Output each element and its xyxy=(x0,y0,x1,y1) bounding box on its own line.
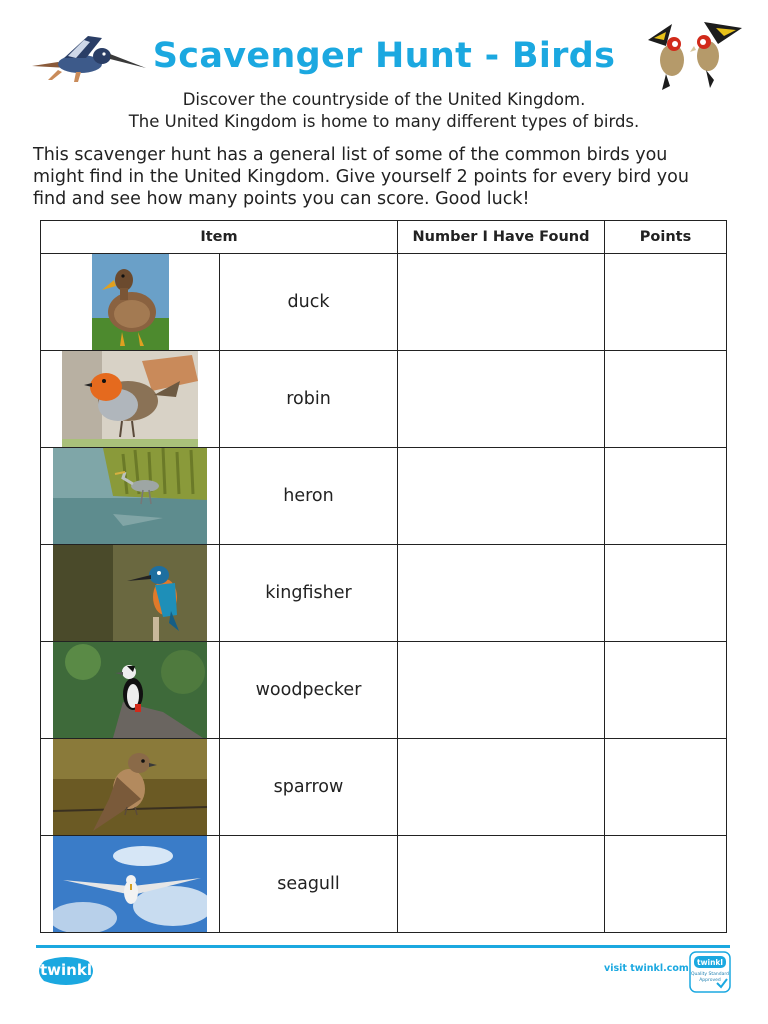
points-cell[interactable] xyxy=(605,448,727,545)
bird-name: duck xyxy=(220,254,398,351)
sparrow-photo xyxy=(53,739,207,835)
table-row xyxy=(41,351,727,448)
bird-name: sparrow xyxy=(220,739,398,836)
bird-name: woodpecker xyxy=(220,642,398,739)
number-found-cell[interactable] xyxy=(398,836,605,933)
header-number-found: Number I Have Found xyxy=(398,221,605,254)
bird-name: robin xyxy=(220,351,398,448)
subtitle-line-2: The United Kingdom is home to many different types of birds. xyxy=(128,112,640,131)
points-cell[interactable] xyxy=(605,545,727,642)
badge-line-2: Approved xyxy=(699,978,721,983)
intro-text xyxy=(33,144,733,210)
table-row xyxy=(41,254,727,351)
quality-badge xyxy=(689,951,731,993)
points-cell[interactable] xyxy=(605,254,727,351)
photo-cell xyxy=(41,545,220,642)
photo-cell xyxy=(41,254,220,351)
intro-line-1: This scavenger hunt has a general list of some of the common birds you xyxy=(33,145,668,165)
number-found-cell[interactable] xyxy=(398,254,605,351)
bird-name: seagull xyxy=(220,836,398,933)
header-points: Points xyxy=(605,221,727,254)
table-row xyxy=(41,448,727,545)
header-item: Item xyxy=(41,221,398,254)
photo-cell xyxy=(41,351,220,448)
photo-cell xyxy=(41,836,220,933)
table-header-row xyxy=(41,221,727,254)
photo-cell xyxy=(41,448,220,545)
bird-name: kingfisher xyxy=(220,545,398,642)
scavenger-table xyxy=(40,220,727,933)
badge-line-1: Quality Standard xyxy=(691,972,729,977)
number-found-cell[interactable] xyxy=(398,545,605,642)
number-found-cell[interactable] xyxy=(398,448,605,545)
table-row xyxy=(41,545,727,642)
photo-cell xyxy=(41,642,220,739)
points-cell[interactable] xyxy=(605,642,727,739)
woodpecker-photo xyxy=(53,642,207,738)
intro-line-2: might find in the United Kingdom. Give yourself 2 points for every bird you xyxy=(33,167,689,187)
intro-line-3: find and see how many points you can score. Good luck! xyxy=(33,189,530,209)
heron-photo xyxy=(53,448,207,544)
table-row xyxy=(41,739,727,836)
badge-title: twinkl xyxy=(697,958,723,967)
number-found-cell[interactable] xyxy=(398,351,605,448)
bird-name: heron xyxy=(220,448,398,545)
table-row xyxy=(41,642,727,739)
kingfisher-photo xyxy=(53,545,207,641)
footer-divider xyxy=(36,945,730,948)
photo-cell xyxy=(41,739,220,836)
points-cell[interactable] xyxy=(605,351,727,448)
subtitle-line-1: Discover the countryside of the United Kingdom. xyxy=(182,90,586,109)
number-found-cell[interactable] xyxy=(398,739,605,836)
number-found-cell[interactable] xyxy=(398,642,605,739)
duck-photo xyxy=(92,254,169,350)
points-cell[interactable] xyxy=(605,739,727,836)
table-row xyxy=(41,836,727,933)
page-title: Scavenger Hunt - Birds xyxy=(152,36,616,76)
visit-link[interactable]: visit twinkl.com xyxy=(604,963,689,974)
logo-text: twinkl xyxy=(40,961,92,979)
points-cell[interactable] xyxy=(605,836,727,933)
robin-photo xyxy=(62,351,198,447)
seagull-photo xyxy=(53,836,207,932)
twinkl-logo xyxy=(36,955,96,987)
